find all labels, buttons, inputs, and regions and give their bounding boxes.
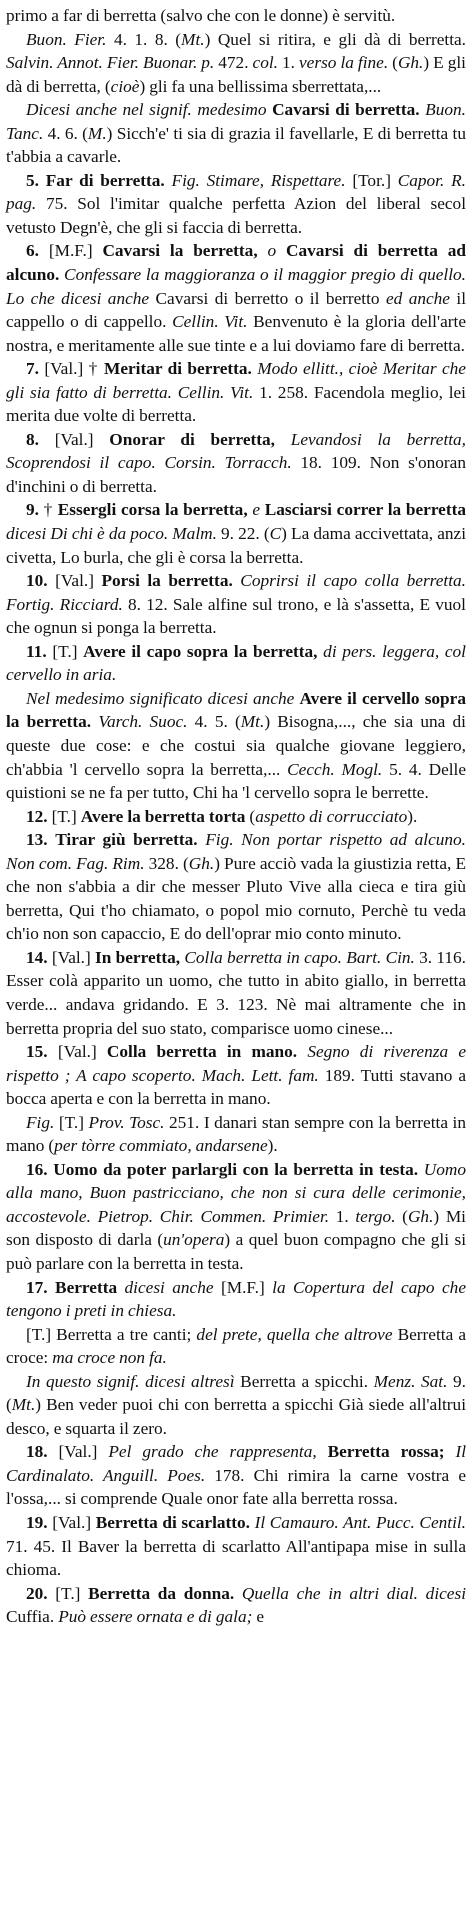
italic-text: In questo signif. dicesi altresì xyxy=(26,1371,235,1391)
italic-text: Mt. xyxy=(11,1395,36,1415)
headword-phrase: Cavarsi di berretta ad alcuno. xyxy=(6,241,466,285)
text-segment: 75. Sol l'imitar qualche perfetta Azion del liberal secol vetusto Degn'è, che gli si faccia di berretta. xyxy=(6,194,466,237)
headword-phrase: Berretta rossa; xyxy=(327,1442,445,1462)
headword-phrase: Avere il capo sopra la berretta, xyxy=(83,641,318,661)
text-segment: 1. xyxy=(329,1206,356,1226)
italic-text: Confessare la maggioranza o il maggior pregio di quello. Lo che dicesi anche xyxy=(6,265,466,308)
headword-phrase: Far di berretta. xyxy=(45,170,165,190)
headword-phrase: Berretta xyxy=(55,1277,118,1297)
sense-number: 16. xyxy=(26,1159,48,1179)
text-segment: Berretta a spicchi. xyxy=(234,1371,374,1391)
italic-text: o xyxy=(267,241,277,261)
italic-text: Colla berretta in capo. Bart. Cin. xyxy=(184,947,415,967)
italic-text: Quella che in altri dial. dicesi xyxy=(241,1583,466,1603)
sense-number: 6. xyxy=(26,241,39,261)
dictionary-entry-paragraph xyxy=(6,1511,466,1582)
text-segment: [T.] xyxy=(47,1583,89,1603)
italic-text: Il Camauro. Ant. Pucc. Centil. xyxy=(254,1513,466,1532)
dictionary-entry-paragraph xyxy=(6,640,466,687)
italic-text: dicesi anche xyxy=(124,1277,214,1297)
dictionary-entry-paragraph xyxy=(6,169,466,240)
text-segment: il cappello o di cappello. xyxy=(6,288,467,332)
italic-text: Varch. Suoc. xyxy=(98,712,188,732)
text-segment: e xyxy=(252,1607,265,1627)
text-segment: 178. Chi rimira la carne vostra e l'ossa,... si comprende Quale onor fate alla berretta rossa. xyxy=(6,1465,466,1509)
dictionary-entry-paragraph xyxy=(6,1323,466,1370)
text-segment: † xyxy=(38,500,58,520)
italic-text: ma croce non fa. xyxy=(52,1348,167,1368)
italic-text: Cellin. Vit. xyxy=(172,312,248,332)
italic-text: ed anche xyxy=(385,288,450,308)
dictionary-entry-paragraph xyxy=(6,1582,466,1629)
text-segment: 71. 45. Il Baver la berretta di scarlatto All'antipapa mise in sulla chioma. xyxy=(6,1536,466,1580)
text-segment: 328. ( xyxy=(144,853,189,873)
text-segment xyxy=(165,171,172,190)
italic-text: Gh. xyxy=(397,53,424,73)
italic-text: Può essere ornata e di gala; xyxy=(58,1607,253,1627)
italic-text: Buon. Tanc. xyxy=(6,100,466,143)
text-segment xyxy=(117,1278,124,1297)
dictionary-entry-paragraph xyxy=(6,946,466,1040)
italic-text: Salvin. Annot. Fier. Buonar. p. xyxy=(6,53,215,73)
italic-text: Fig. xyxy=(26,1112,55,1132)
dictionary-entry-paragraph xyxy=(6,1111,466,1158)
text-segment: 4. 6. ( xyxy=(43,123,88,143)
italic-text: Prov. Tosc. xyxy=(88,1112,165,1132)
dictionary-entry-paragraph xyxy=(6,498,466,569)
text-segment: [Val.] xyxy=(38,429,110,449)
text-segment: ) Ben veder puoi chi con berretta a spicchi Già siede all'altrui desco, e squarta il zero. xyxy=(6,1395,466,1438)
text-segment: primo a far di berretta (salvo che con le donne) è servitù. xyxy=(6,6,396,25)
text-segment: [T.] xyxy=(46,641,84,661)
italic-text: cioè xyxy=(110,76,140,96)
headword-phrase: Essergli corsa la berretta, xyxy=(57,500,248,520)
italic-text: Menz. Sat. xyxy=(373,1371,448,1391)
text-segment: [Val.] xyxy=(47,571,102,591)
sense-number: 19. xyxy=(26,1513,48,1532)
italic-text: Segno di riverenza e rispetto ; A capo scoperto. Mach. Lett. fam. xyxy=(6,1042,466,1085)
text-segment: 5. 4. Delle quistioni se ne fa per tutto, Chi ha 'l cervello sopra le berrette. xyxy=(6,759,467,803)
headword-phrase: Berretta da donna. xyxy=(88,1583,235,1603)
text-segment: 9. ( xyxy=(6,1371,467,1415)
text-segment: ) gli fa una bellissima sberrettata,... xyxy=(139,76,382,96)
text-segment: ) La dama accivettata, anzi civetta, Lo burla, che gli è corsa la berretta. xyxy=(6,524,466,567)
italic-text: Gh. xyxy=(188,853,215,873)
italic-text: Fig. Non portar rispetto ad alcuno. Non com. Fag. Rim. xyxy=(6,830,466,873)
italic-text: per tòrre commiato, andarsene xyxy=(54,1136,268,1156)
headword-phrase: In berretta, xyxy=(95,947,181,967)
dictionary-entry-paragraph xyxy=(6,828,466,946)
sense-number: 12. xyxy=(26,806,48,826)
text-segment xyxy=(317,1442,328,1461)
text-segment: 4. 1. 8. ( xyxy=(106,29,182,49)
text-segment: ( xyxy=(245,806,256,826)
headword-phrase: Meritar di berretta. xyxy=(104,359,252,379)
dictionary-entry-paragraph xyxy=(6,4,466,28)
text-segment: ) Pure acciò vada la giustizia retta, E che non s'abbia a dir che messer Pluto Vive alla cieca e tira giù berretta, Qui t'ho chiamato, o popol mio cornuto, Perchè tu veda ch'io non son capaccio, E do dell'oprar mio conto minuto. xyxy=(6,853,467,944)
italic-text: Buon. Fier. xyxy=(26,29,107,49)
dictionary-entry-paragraph xyxy=(6,1040,466,1111)
text-segment: ( xyxy=(388,53,398,73)
text-segment: ) Sicch'e' ti sia di grazia il favellarle, E di berretta tu t'abbia a cavarle. xyxy=(6,123,466,167)
text-segment xyxy=(48,1278,55,1297)
text-segment: Cuffia. xyxy=(6,1607,59,1627)
text-segment: 8. 12. Sale alfine sul trono, e là s'assetta, E vuol che ognun si ponga la berretta. xyxy=(6,594,466,638)
sense-number: 13. xyxy=(26,830,48,850)
italic-text: Fig. Stimare, Rispettare. xyxy=(171,170,346,190)
text-segment: 1. xyxy=(277,53,299,73)
text-segment: ) E gli dà di berretta, ( xyxy=(6,53,466,96)
italic-text: la Copertura del capo che tengono i preti in chiesa. xyxy=(6,1277,466,1321)
text-segment: [Val.] xyxy=(47,947,96,967)
sense-number: 5. xyxy=(26,170,39,190)
dictionary-entry-paragraph xyxy=(6,357,466,428)
text-segment xyxy=(275,430,291,449)
text-segment: Cavarsi di berretto o il berretto xyxy=(149,288,386,308)
sense-number: 20. xyxy=(26,1583,48,1603)
headword-phrase: Tirar giù berretta. xyxy=(55,830,198,850)
text-segment xyxy=(444,1442,455,1461)
headword-phrase: Lasciarsi correr la berretta xyxy=(264,500,467,520)
headword-phrase: Avere la berretta torta xyxy=(80,806,246,826)
italic-text: Cecch. Mogl. xyxy=(287,759,383,779)
headword-phrase: Avere il cervello sopra la berretta. xyxy=(6,688,466,732)
sense-number: 7. xyxy=(26,359,39,379)
text-segment: Benvenuto è la gloria dell'arte nostra, e meritamente alle sue tinte e a lui doviamo fare di berretta. xyxy=(6,312,466,355)
italic-text: aspetto di corrucciato xyxy=(255,806,408,826)
italic-text: Gh. xyxy=(407,1206,434,1226)
text-segment: 18. 109. Non s'onoran d'inchini o di berretta. xyxy=(6,453,466,496)
text-segment: ) Mi son disposto di darla ( xyxy=(6,1206,466,1250)
text-segment xyxy=(276,241,286,260)
text-segment: ) Quel si ritira, e gli dà di berretta. xyxy=(204,29,466,49)
text-segment: [M.F.] xyxy=(213,1277,273,1297)
dictionary-entry-paragraph xyxy=(6,428,466,499)
italic-text: C xyxy=(269,524,282,544)
italic-text: del prete, quella che altrove xyxy=(196,1324,393,1344)
headword-phrase: Onorar di berretta, xyxy=(109,429,275,449)
sense-number: 11. xyxy=(26,641,47,661)
text-segment: Berretta a croce: xyxy=(6,1324,466,1368)
text-segment: [T.] Berretta a tre canti; xyxy=(26,1324,197,1344)
text-segment: [Val.] xyxy=(47,1042,107,1062)
italic-text: verso la fine. xyxy=(299,53,389,73)
text-segment: ( xyxy=(395,1206,408,1226)
text-segment: [T.] xyxy=(54,1112,89,1132)
headword-phrase: Colla berretta in mano. xyxy=(106,1042,298,1062)
italic-text: di pers. leggera, col cervello in aria. xyxy=(6,641,466,685)
text-segment: 189. Tutti stavano a bocca aperta e con la berretta in mano. xyxy=(6,1065,466,1109)
dictionary-entry-paragraph xyxy=(6,1370,466,1441)
italic-text: Uomo alla mano, Buon pastricciano, che non si cura delle cerimonie, accostevole. Pietrop. Chir. Commen. Primier. xyxy=(6,1159,466,1226)
italic-text: e xyxy=(252,500,261,520)
dictionary-entry-paragraph xyxy=(6,239,466,357)
dictionary-column xyxy=(6,4,466,1629)
text-segment: [Val.] xyxy=(47,1513,96,1532)
text-segment: 9. 22. ( xyxy=(216,524,270,544)
sense-number: 10. xyxy=(26,571,48,591)
text-segment: 1. 258. Facendola meglio, lei merita due volte di berretta. xyxy=(6,382,466,426)
text-segment: 3. 116. Esser colà apparito un uomo, che tutto in abito giallo, in berretta verde... andava gridando. E 3. 123. Nè mai altramente che in berretta propria del suo stato, comparisce uomo cinese... xyxy=(6,947,467,1038)
headword-phrase: Porsi la berretta. xyxy=(101,571,233,591)
sense-number: 18. xyxy=(26,1442,48,1462)
text-segment: 251. I danari stan sempre con la berretta in mano ( xyxy=(6,1112,466,1156)
italic-text: Dicesi anche nel signif. medesimo xyxy=(26,100,267,120)
italic-text: dicesi Di chi è da poco. Malm. xyxy=(6,524,217,544)
text-segment: ). xyxy=(407,806,418,826)
text-segment: ) Bisogna,..., che sia una di queste due cose: e che costui sia qualche giovane leggiero, ch'abbia 'l cervello sopra la berretta,... xyxy=(6,712,466,779)
dictionary-entry-paragraph xyxy=(6,28,466,99)
text-segment: [Val.] † xyxy=(38,359,105,379)
italic-text: Nel medesimo significato dicesi anche xyxy=(26,688,295,708)
text-segment: ). xyxy=(267,1136,278,1156)
dictionary-entry-paragraph xyxy=(6,98,466,169)
sense-number: 17. xyxy=(26,1277,48,1297)
sense-number: 8. xyxy=(26,429,39,449)
italic-text: Mt. xyxy=(181,29,205,49)
dictionary-entry-paragraph xyxy=(6,687,466,805)
text-segment xyxy=(39,171,46,190)
italic-text: Coprirsi il capo colla berretta. Fortig. Ricciard. xyxy=(6,571,466,614)
text-segment xyxy=(234,1584,242,1603)
dictionary-entry-paragraph xyxy=(6,1158,466,1276)
text-segment: [Tor.] xyxy=(345,170,398,190)
headword-phrase: Cavarsi la berretta, xyxy=(102,241,258,261)
italic-text: un'opera xyxy=(163,1230,225,1250)
text-segment: 472. xyxy=(214,53,253,73)
text-segment: 4. 5. ( xyxy=(187,712,241,732)
italic-text: Il Cardinalato. Anguill. Poes. xyxy=(6,1442,466,1485)
italic-text: col. xyxy=(252,53,278,73)
italic-text: Capor. R. pag. xyxy=(6,170,466,214)
text-segment xyxy=(297,1042,307,1061)
italic-text: Mt. xyxy=(240,712,265,732)
sense-number: 14. xyxy=(26,947,48,967)
sense-number: 15. xyxy=(26,1042,48,1062)
text-segment xyxy=(258,241,268,260)
headword-phrase: Berretta di scarlatto. xyxy=(95,1513,250,1532)
italic-text: M. xyxy=(87,123,107,143)
text-segment: [M.F.] xyxy=(38,241,103,261)
text-segment: ) a quel buon compagno che gli si può parlare con la berretta in testa. xyxy=(6,1230,466,1273)
dictionary-entry-paragraph xyxy=(6,1440,466,1511)
italic-text: Modo ellitt., cioè Meritar che gli sia fatto di berretta. Cellin. Vit. xyxy=(6,359,466,402)
italic-text: tergo. xyxy=(355,1206,396,1226)
sense-number: 9. xyxy=(26,500,39,520)
italic-text: Pel grado che rappresenta, xyxy=(108,1442,317,1462)
dictionary-entry-paragraph xyxy=(6,569,466,640)
dictionary-entry-paragraph xyxy=(6,805,466,829)
headword-phrase: Uomo da poter parlargli con la berretta in testa. xyxy=(53,1159,419,1179)
italic-text: Levandosi la berretta, Scoprendosi il capo. Corsin. Torracch. xyxy=(6,429,467,473)
text-segment: [T.] xyxy=(47,806,81,826)
dictionary-entry-paragraph xyxy=(6,1276,466,1323)
headword-phrase: Cavarsi di berretta. xyxy=(272,100,420,120)
text-segment: [Val.] xyxy=(47,1442,109,1462)
